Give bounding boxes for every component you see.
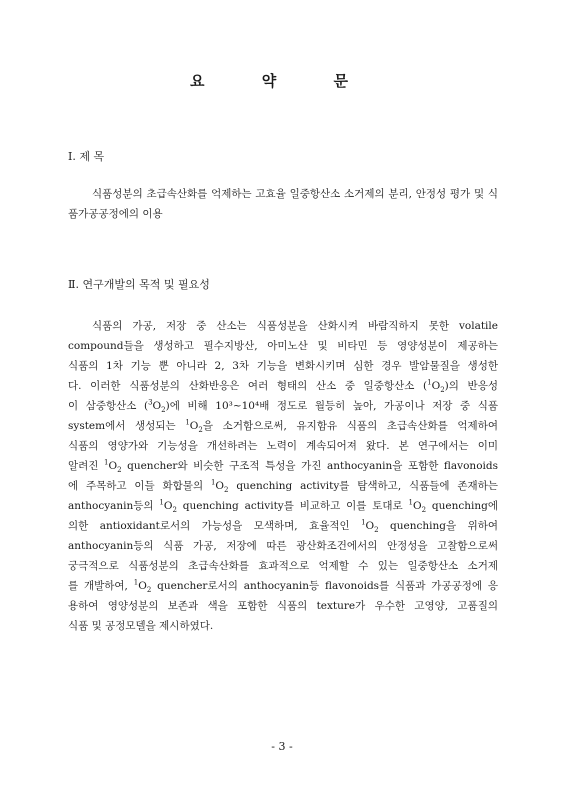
section-2-line: 다. 이러한 식품성분의 산화반응은 여러 형태의 산소 중 일중항산소 $(^1O_2)$의 반응성 — [68, 378, 498, 395]
section-2-line: 용하여 영양성분의 보존과 색을 포함한 식품의 texture가 우수한 고영양, 고품질의 — [68, 600, 498, 612]
section-1-body: 식품성분의 초급속산화를 억제하는 고효율 일중항산소 소거제의 분리, 안정성 평가 및 식품가공공정에의 이용 — [68, 188, 498, 220]
section-2-body — [68, 316, 498, 636]
section-2-line: anthocyanin등의 식품 가공, 저장에 따른 광산화조건에서의 안정성을 고찰함으로써 — [68, 540, 498, 552]
section-2-line: 를 개발하여, $^1O_2$ quencher로서의 anthocyanin등 flavonoids를 식품과 가공공정에 응 — [68, 578, 498, 595]
page-title: 요 약 문 — [190, 72, 374, 90]
section-2-heading: Ⅱ. 연구개발의 목적 및 필요성 — [68, 278, 210, 291]
section-2-line: compound들을 생성하고 필수지방산, 아미노산 및 비타민 등 영양성분이 제공하는 — [68, 340, 498, 352]
section-2-line: 의한 antioxidant로서의 가능성을 모색하며, 효율적인 $^1O_2$ quenching을 위하여 — [68, 518, 498, 535]
section-2-line: 식품의 1차 기능 뿐 아니라 2, 3차 기능을 변화시키며 심한 경우 발암물질을 생성한 — [68, 360, 498, 372]
section-1-heading: Ⅰ. 제 목 — [68, 150, 105, 163]
section-2-line: 궁극적으로 식품성분의 초급속산화를 효과적으로 억제할 수 있는 일중항산소 소거제 — [68, 560, 498, 572]
section-2-line: 식품 및 공정모델을 제시하였다. — [68, 620, 214, 632]
section-2-line: 식품의 가공, 저장 중 산소는 식품성분을 산화시켜 바람직하지 못한 volatile — [92, 320, 498, 332]
section-2-line: 알려진 $^1O_2$ quencher와 비슷한 구조적 특성을 가진 anthocyanin을 포함한 flavonoids — [68, 458, 498, 475]
section-2-line: 에 주목하고 이들 화합물의 $^1O_2$ quenching activity를 탐색하고, 식품들에 존재하는 — [68, 478, 498, 495]
section-2-line: 이 삼중항산소 $(^3O_2)$에 비해 10³~10⁴배 정도로 월등히 높아, 가공이나 저장 중 식품 — [68, 398, 498, 415]
page-number: - 3 - — [271, 740, 293, 753]
section-2-line: system에서 생성되는 $^1O_2$을 소거함으로써, 유지함유 식품의 초급속산화를 억제하여 — [68, 418, 498, 435]
section-2-line: 식품의 영양가와 기능성을 개선하려는 노력이 계속되어져 왔다. 본 연구에서는 이미 — [68, 440, 498, 452]
section-2-line: anthocyanin등의 $^1O_2$ quenching activity를 비교하고 이를 토대로 $^1O_2$ quenching에 — [68, 498, 498, 515]
